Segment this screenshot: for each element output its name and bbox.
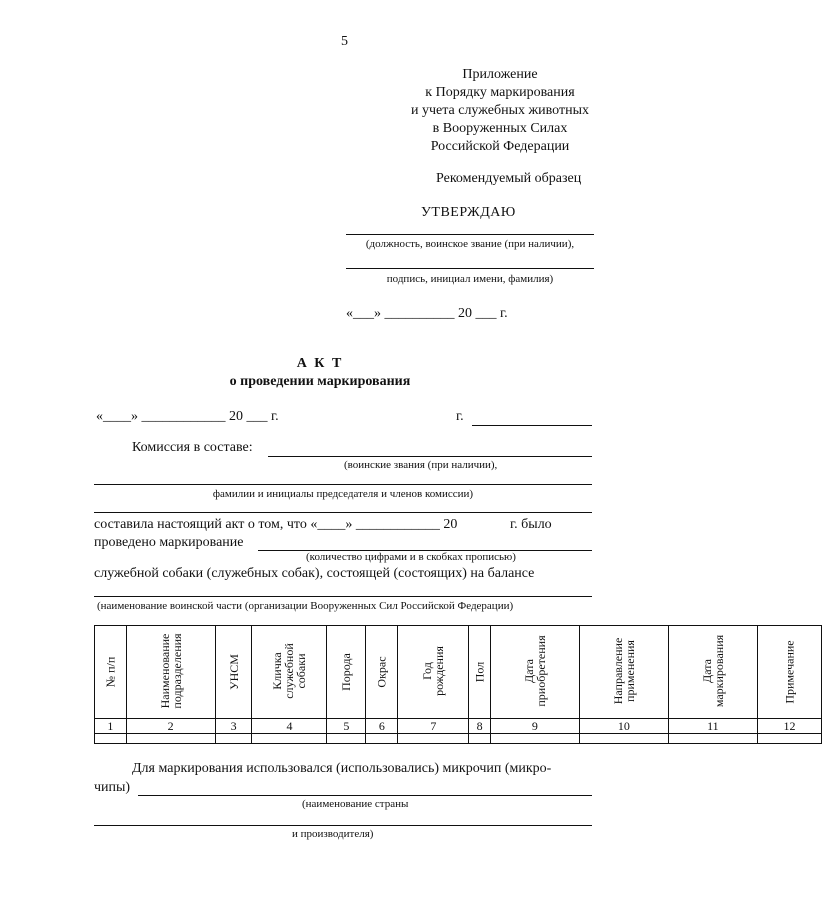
- table-cell: 3: [215, 719, 252, 734]
- table-cell: 6: [366, 719, 398, 734]
- signature-caption: подпись, инициал имени, фамилия): [386, 273, 554, 285]
- table-cell[interactable]: [398, 734, 469, 744]
- chip-caption-1: (наименование страны: [302, 798, 409, 810]
- table-header-cell: Окрас: [366, 626, 398, 719]
- table-cell: 4: [252, 719, 327, 734]
- table-header-cell: Направление применения: [579, 626, 668, 719]
- commission-line: [268, 456, 592, 457]
- count-caption: (количество цифрами и в скобках прописью): [306, 551, 516, 563]
- table-row: [95, 734, 822, 744]
- table-cell: 12: [757, 719, 821, 734]
- act-date: «____» ____________ 20 ___ г.: [96, 409, 279, 424]
- approve-title: УТВЕРЖДАЮ: [421, 205, 516, 220]
- appendix-line: Российской Федерации: [430, 139, 570, 154]
- table-cell[interactable]: [215, 734, 252, 744]
- table-header-cell: Пол: [469, 626, 491, 719]
- body-line-1-end: г. было: [510, 517, 552, 532]
- commission-label: Комиссия в составе:: [132, 440, 253, 455]
- table-header-cell: Примечание: [757, 626, 821, 719]
- page-number: 5: [341, 34, 348, 49]
- place-prefix: г.: [456, 409, 464, 424]
- position-caption: (должность, воинское звание (при наличии),: [365, 238, 575, 250]
- table-cell[interactable]: [366, 734, 398, 744]
- commission-line-3: [94, 512, 592, 513]
- table-header-cell: Год рождения: [398, 626, 469, 719]
- commission-caption-1: (воинские звания (при наличии),: [344, 459, 498, 471]
- appendix-line: к Порядку маркирования: [425, 85, 575, 100]
- commission-caption-2: фамилии и инициалы председателя и членов комиссии): [212, 488, 474, 500]
- appendix-line: Приложение: [462, 67, 538, 82]
- act-title: А К Т: [296, 356, 344, 371]
- table-cell: 10: [579, 719, 668, 734]
- table-header-cell: Дата приобретения: [490, 626, 579, 719]
- approve-date: «___» __________ 20 ___ г.: [346, 306, 508, 321]
- table-header-cell: Дата маркирования: [668, 626, 757, 719]
- table-cell[interactable]: [252, 734, 327, 744]
- table-cell[interactable]: [579, 734, 668, 744]
- commission-line-2: [94, 484, 592, 485]
- appendix-block: [360, 66, 640, 156]
- chip-line-2-underline: [94, 825, 592, 826]
- table-cell: 8: [469, 719, 491, 734]
- act-subtitle: о проведении маркирования: [229, 374, 411, 389]
- table-cell[interactable]: [327, 734, 366, 744]
- chip-line-2: чипы): [94, 780, 131, 795]
- body-line-3: служебной собаки (служебных собак), состоящей (состоящих) на балансе: [94, 566, 535, 581]
- table-header-cell: Порода: [327, 626, 366, 719]
- table-cell[interactable]: [126, 734, 215, 744]
- recommended-sample: Рекомендуемый образец: [436, 171, 582, 186]
- table-cell: 11: [668, 719, 757, 734]
- chip-caption-2: и производителя): [292, 828, 374, 840]
- table-cell: 5: [327, 719, 366, 734]
- signature-line: [346, 268, 594, 269]
- body-line-2: проведено маркирование: [94, 535, 244, 550]
- unit-caption: (наименование воинской части (организации Вооруженных Сил Российской Федерации): [97, 600, 514, 612]
- body-line-1: составила настоящий акт о том, что «____» ____________ 20: [94, 517, 458, 532]
- table-cell[interactable]: [95, 734, 127, 744]
- place-line: [472, 425, 592, 426]
- table-cell: 1: [95, 719, 127, 734]
- table-header-cell: Кличка служебной собаки: [252, 626, 327, 719]
- chip-line: [138, 795, 592, 796]
- table-cell[interactable]: [490, 734, 579, 744]
- table-cell[interactable]: [757, 734, 821, 744]
- table-header-cell: № п/п: [95, 626, 127, 719]
- table-header-cell: УНСМ: [215, 626, 252, 719]
- table-cell: 7: [398, 719, 469, 734]
- table-cell: 2: [126, 719, 215, 734]
- table-cell[interactable]: [469, 734, 491, 744]
- appendix-line: в Вооруженных Силах: [432, 121, 568, 136]
- chip-line-1: Для маркирования использовался (использовались) микрочип (микро-: [132, 761, 552, 776]
- appendix-line: и учета служебных животных: [410, 103, 589, 118]
- table-cell: 9: [490, 719, 579, 734]
- position-line: [346, 234, 594, 235]
- table-cell[interactable]: [668, 734, 757, 744]
- unit-line: [94, 596, 592, 597]
- table-number-row: [95, 719, 822, 734]
- table-header-cell: Наименование подразделения: [126, 626, 215, 719]
- marking-table: [94, 625, 822, 744]
- table-header-row: [95, 626, 822, 719]
